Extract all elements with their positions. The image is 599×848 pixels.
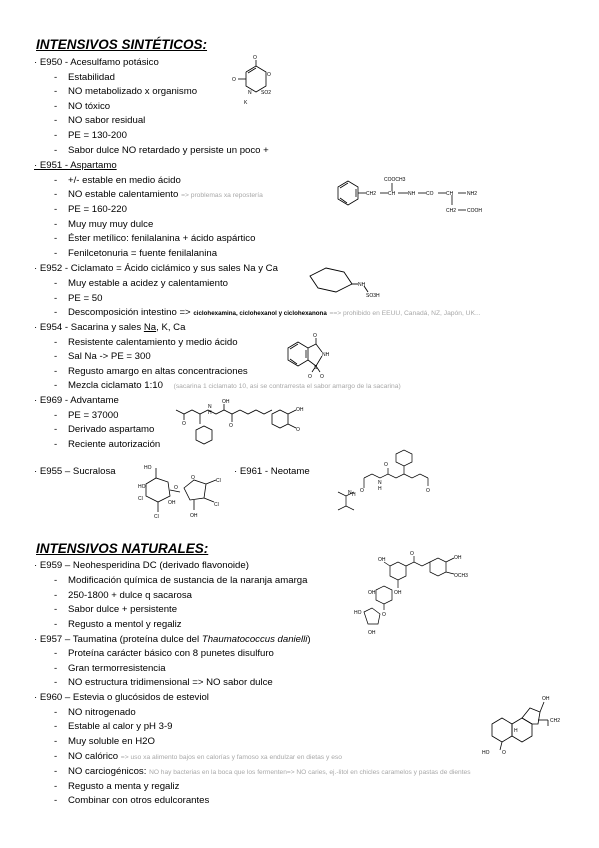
svg-text:O: O (191, 475, 195, 481)
svg-text:HO: HO (482, 750, 490, 756)
svg-text:COOCH3: COOCH3 (384, 177, 406, 183)
list-item: - Proteína carácter básico con 8 punetes disulfuro (54, 648, 274, 659)
section-title-natural: INTENSIVOS NATURALES: (36, 541, 209, 556)
list-item: - NO calórico => uso xa alimento bajos en calorías y famoso xa endulzar en dietas y eso (54, 751, 342, 762)
svg-text:O: O (426, 488, 430, 494)
advantame-structure (172, 396, 322, 456)
svg-text:O: O (320, 374, 324, 380)
list-item: - Derivado aspartamo (54, 424, 155, 435)
svg-text:N: N (248, 90, 252, 96)
list-item: - Estabilidad (54, 72, 115, 83)
list-item: - NO sabor residual (54, 115, 146, 126)
section-title-synthetic: INTENSIVOS SINTÉTICOS: (36, 37, 208, 52)
neohesperidin-structure (350, 552, 470, 638)
svg-text:NH: NH (408, 191, 416, 197)
list-item: - PE = 130-200 (54, 130, 127, 141)
list-item: - Estable al calor y pH 3-9 (54, 721, 173, 732)
list-item: - Muy soluble en H2O (54, 736, 155, 747)
taumatina-heading: · E957 – Taumatina (proteína dulce del Thaumatococcus danielli) (34, 634, 311, 645)
list-item: - Regusto a menta y regaliz (54, 781, 180, 792)
sucralose-structure (134, 462, 234, 524)
sacarina-heading: · E954 - Sacarina y sales Na, K, Ca (34, 322, 186, 333)
acesulfamo-heading: · E950 - Acesulfamo potásico (34, 57, 159, 68)
svg-text:NH: NH (322, 352, 330, 358)
list-item: - PE = 37000 (54, 410, 119, 421)
svg-text:O: O (384, 462, 388, 468)
list-item: - PE = 160-220 (54, 204, 127, 215)
svg-text:CH: CH (388, 191, 396, 197)
svg-text:OH: OH (542, 696, 550, 702)
sucralosa-heading: · E955 – Sucralosa (34, 466, 116, 477)
svg-text:HO: HO (354, 610, 362, 616)
svg-text:O: O (360, 488, 364, 494)
svg-text:O: O (308, 374, 312, 380)
svg-text:NH: NH (358, 282, 366, 288)
list-item: - +/- estable en medio ácido (54, 175, 181, 186)
svg-text:O: O (502, 750, 506, 756)
svg-text:OH: OH (190, 513, 198, 519)
neohesperidina-heading: · E959 – Neohesperidina DC (derivado flavonoide) (34, 560, 249, 571)
list-item: - Regusto a mentol y regaliz (54, 619, 182, 630)
svg-text:O: O (174, 485, 178, 491)
list-item: - NO estructura tridimensional => NO sabor dulce (54, 677, 273, 688)
svg-text:Cl: Cl (216, 478, 221, 484)
list-item: - 250-1800 + dulce q sacarosa (54, 590, 193, 601)
sacarina-note: (sacarina 1 ciclamato 10, asi se contrarresta el sabor amargo de la sacarina) (173, 383, 401, 390)
svg-text:H: H (208, 410, 212, 416)
svg-text:N: N (378, 480, 382, 486)
list-item: - Sabor dulce NO retardado y persiste un poco + (54, 145, 269, 156)
advantame-heading: · E969 - Advantame (34, 395, 119, 406)
svg-text:HO: HO (144, 465, 152, 471)
list-item: - Resistente calentamiento y medio ácido (54, 337, 238, 348)
svg-text:CH: CH (446, 191, 454, 197)
svg-text:O: O (313, 333, 317, 339)
svg-text:OCH3: OCH3 (454, 573, 468, 579)
svg-text:CH2: CH2 (446, 208, 457, 214)
list-item: - NO metabolizado x organismo (54, 86, 198, 97)
svg-text:OH: OH (454, 555, 462, 561)
ciclamato-decomp: ciclohexamina, ciclohexanol y ciclohexanona (193, 310, 327, 317)
ciclamato-note: ==> prohibido en EEUU, Canadá, NZ, Japón, UK... (329, 310, 481, 317)
neotame-heading: · E961 - Neotame (234, 466, 310, 477)
svg-text:O: O (229, 423, 233, 429)
svg-text:Cl: Cl (154, 514, 159, 520)
list-item: - Gran termorresistencia (54, 663, 166, 674)
svg-text:OH: OH (378, 557, 386, 563)
svg-text:O: O (267, 72, 271, 78)
svg-text:OH: OH (368, 590, 376, 596)
estevia-note-calorico: => uso xa alimento bajos en calorías y famoso xa endulzar en dietas y eso (120, 754, 342, 761)
acesulfame-structure (224, 52, 284, 110)
cyclamate-structure (306, 262, 386, 302)
svg-text:H: H (352, 492, 356, 498)
list-item: - Modificación química de sustancia de la naranja amarga (54, 575, 308, 586)
list-item: - Éster metílico: fenilalanina + ácido aspártico (54, 233, 256, 244)
svg-text:NH2: NH2 (467, 191, 478, 197)
svg-text:O: O (382, 612, 386, 618)
svg-text:SO2: SO2 (261, 90, 272, 96)
svg-text:N: N (208, 404, 212, 410)
svg-text:H: H (514, 728, 518, 734)
svg-text:Cl: Cl (214, 502, 219, 508)
list-item: - NO estable calentamiento => problemas xa repostería (54, 189, 263, 200)
aspartame-structure (326, 175, 496, 221)
list-item: - Reciente autorización (54, 439, 161, 450)
steviol-structure (478, 690, 568, 760)
estevia-note-carcio: NO hay bacterias en la boca que los fermenten=> NO caries, ej.-litol en chicles caramelos y pastas de dientes (149, 769, 471, 776)
list-item: - NO nitrogenado (54, 707, 136, 718)
svg-text:S: S (314, 365, 318, 371)
list-item: - Descomposición intestino => ciclohexamina, ciclohexanol y ciclohexanona ==> prohibido en EEUU, Canadá, NZ, Japón, UK... (54, 307, 481, 318)
list-item: - Muy muy muy dulce (54, 219, 154, 230)
list-item: - NO carciogénicos: NO hay bacterias en la boca que los fermenten=> NO caries, ej.-litol en chicles caramelos y pastas de dientes (54, 766, 471, 777)
aspartamo-heading: · E951 - Aspartamo (34, 160, 117, 171)
svg-text:CO: CO (426, 191, 434, 197)
list-item: - PE = 50 (54, 293, 103, 304)
svg-text:O: O (296, 427, 300, 433)
svg-text:O: O (232, 77, 236, 83)
svg-text:O: O (253, 55, 257, 61)
svg-text:CH2: CH2 (366, 191, 377, 197)
ciclamato-heading: · E952 - Ciclamato = Ácido ciclámico y sus sales Na y Ca (34, 263, 278, 274)
svg-text:OH: OH (368, 630, 376, 636)
svg-text:OH: OH (168, 500, 176, 506)
list-item: - NO tóxico (54, 101, 111, 112)
list-item: - Muy estable a acidez y calentamiento (54, 278, 228, 289)
list-item: - Mezcla ciclamato 1:10 (sacarina 1 ciclamato 10, asi se contrarresta el sabor amargo de la sacarina) (54, 380, 401, 391)
svg-text:HO: HO (138, 484, 146, 490)
list-item: - Combinar con otros edulcorantes (54, 795, 210, 806)
saccharin-structure (284, 334, 344, 384)
svg-text:COOH: COOH (467, 208, 482, 214)
svg-text:OH: OH (222, 399, 230, 405)
neotame-structure (334, 448, 444, 522)
svg-text:N: N (348, 490, 352, 496)
svg-text:O: O (410, 551, 414, 557)
svg-text:Cl: Cl (138, 496, 143, 502)
svg-text:OH: OH (296, 407, 304, 413)
list-item: - Sabor dulce + persistente (54, 604, 178, 615)
svg-text:H: H (378, 486, 382, 492)
svg-text:SO3H: SO3H (366, 293, 380, 299)
list-item: - Regusto amargo en altas concentraciones (54, 366, 248, 377)
estevia-heading: · E960 – Estevia o glucósidos de esteviol (34, 692, 209, 703)
svg-text:CH2: CH2 (550, 718, 561, 724)
list-item: - Fenilcetonuria = fuente fenilalanina (54, 248, 218, 259)
svg-text:K: K (244, 100, 248, 106)
aspartamo-note: => problemas xa repostería (181, 192, 263, 199)
list-item: - Sal Na -> PE = 300 (54, 351, 151, 362)
svg-text:O: O (182, 421, 186, 427)
svg-text:OH: OH (394, 590, 402, 596)
